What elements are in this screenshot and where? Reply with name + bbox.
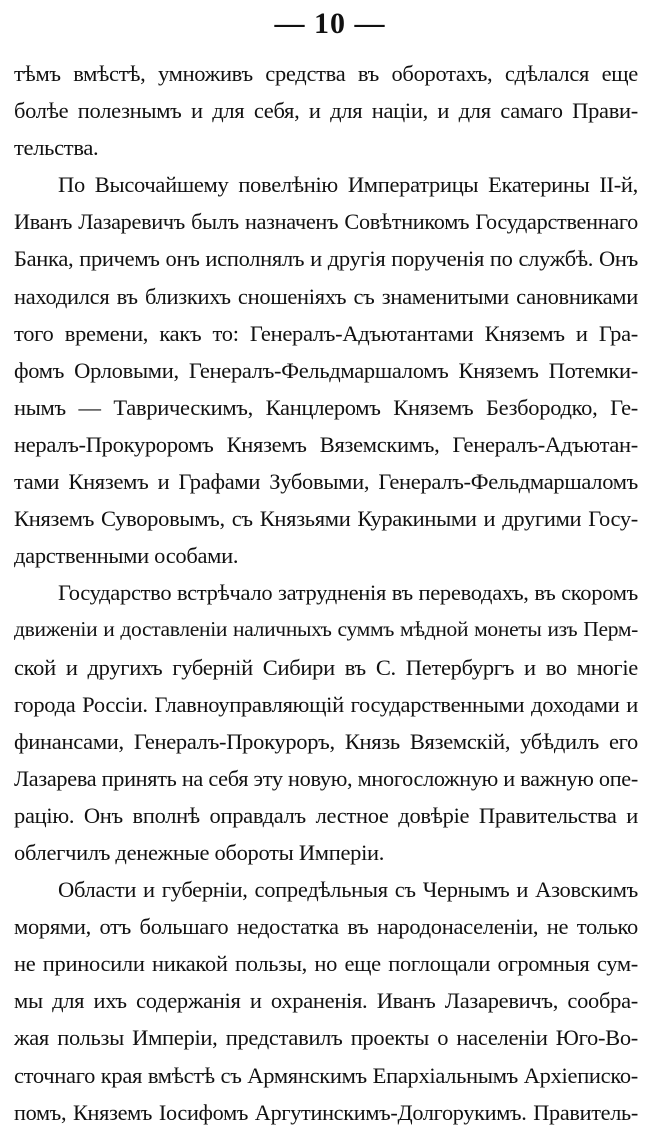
text-line: морями, отъ большаго недостатка въ народонаселеніи, не только [14, 914, 638, 940]
text-line: помъ, Княземъ Іосифомъ Аргутинскимъ-Долгорукимъ. Правитель- [14, 1099, 638, 1125]
text-line: мы для ихъ содержанія и охраненія. Иванъ Лазаревичъ, сообра- [14, 988, 638, 1014]
text-line: жая пользы Имперіи, представилъ проекты о населеніи Юго-Во- [14, 1025, 638, 1051]
text-line: ской и другихъ губерній Сибири въ С. Петербургъ и во многіе [14, 654, 638, 680]
text-line: нымъ — Таврическимъ, Канцлеромъ Княземъ Безбородко, Ге- [14, 394, 638, 420]
text-line: рацію. Онъ вполнѣ оправдалъ лестное довѣріе Правительства и [14, 802, 638, 828]
paragraph-1 [14, 55, 638, 166]
page-number: — 10 — [274, 7, 386, 40]
text-line: не приносили никакой пользы, но еще поглощали огромныя сум- [14, 951, 638, 977]
text-line: финансами, Генералъ-Прокуроръ, Князь Вяземскій, убѣдилъ его [14, 728, 638, 754]
text-line: сточнаго края вмѣстѣ съ Армянскимъ Епархіальнымъ Архіеписко- [14, 1062, 638, 1088]
text-line: Лазарева принять на себя эту новую, многосложную и важную опе- [14, 765, 638, 791]
text-line: Банка, причемъ онъ исполнялъ и другія порученія по службѣ. Онъ [14, 246, 638, 272]
text-line: находился въ близкихъ сношеніяхъ съ знаменитыми сановниками [14, 283, 638, 309]
text-line: Княземъ Суворовымъ, съ Князьями Куракиными и другими Госу- [14, 506, 638, 532]
text-line: По Высочайшему повелѣнію Императрицы Екатерины II-й, [58, 172, 638, 198]
text-line: того времени, какъ то: Генералъ-Адъютантами Княземъ и Гра- [14, 320, 638, 346]
text-line: фомъ Орловыми, Генералъ-Фельдмаршаломъ Княземъ Потемки- [14, 357, 638, 383]
text-line: Области и губерніи, сопредѣльныя съ Чернымъ и Азовскимъ [58, 877, 638, 903]
text-line: Иванъ Лазаревичъ былъ назначенъ Совѣтникомъ Государственнаго [14, 209, 638, 235]
paragraph-3 [14, 574, 638, 871]
body-text [14, 55, 638, 1131]
paragraph-2 [14, 166, 638, 574]
text-line: тами Княземъ и Графами Зубовыми, Генералъ-Фельдмаршаломъ [14, 469, 638, 495]
text-line: болѣе полезнымъ и для себя, и для націи, и для самаго Прави- [14, 98, 638, 124]
text-line: Государство встрѣчало затрудненія въ переводахъ, въ скоромъ [58, 580, 638, 606]
text-line: тѣмъ вмѣстѣ, умноживъ средства въ оборотахъ, сдѣлался еще [14, 61, 638, 86]
text-line: города Россіи. Главноуправляющій государственными доходами и [14, 691, 638, 717]
text-line: облегчилъ денежные обороты Имперіи. [14, 839, 385, 865]
paragraph-4 [14, 871, 638, 1131]
text-line: движеніи и доставленіи наличныхъ суммъ мѣдной монеты изъ Перм- [14, 617, 638, 642]
text-line: нералъ-Прокуроромъ Княземъ Вяземскимъ, Генералъ-Адъютан- [14, 431, 638, 457]
text-line: дарственными особами. [14, 543, 239, 569]
text-line: тельства. [14, 135, 99, 161]
